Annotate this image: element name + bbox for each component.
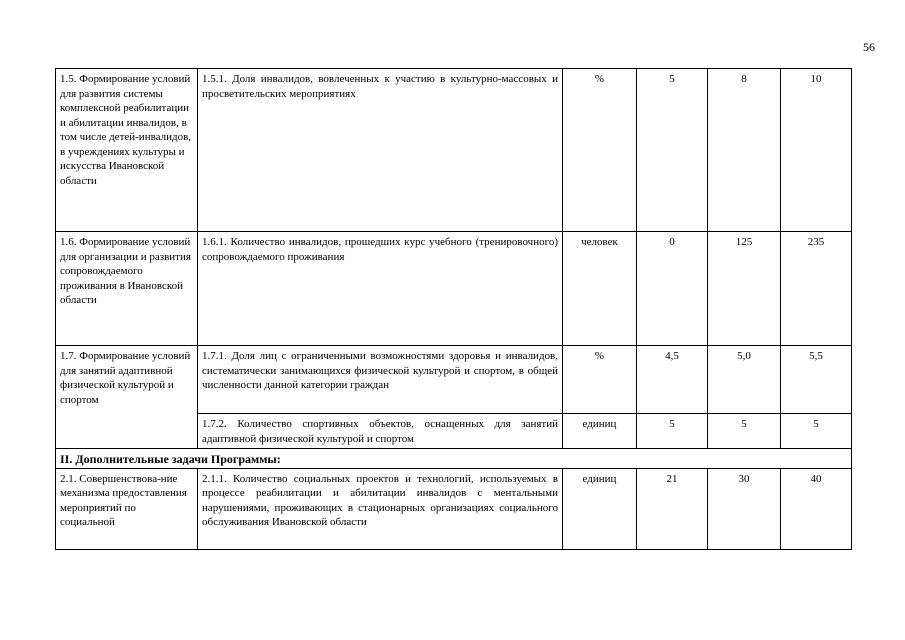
table-row xyxy=(56,232,852,346)
value-cell: 40 xyxy=(781,468,852,549)
unit-cell: человек xyxy=(563,232,637,346)
value-cell: 235 xyxy=(781,232,852,346)
unit-cell: % xyxy=(563,346,637,414)
task-cell: 2.1. Совершенствова-ние механизма предоставления мероприятий по социальной xyxy=(56,468,198,549)
indicator-cell: 1.6.1. Количество инвалидов, прошедших курс учебного (тренировочного) сопровождаемого проживания xyxy=(198,232,563,346)
table-row xyxy=(56,468,852,549)
value-cell: 10 xyxy=(781,69,852,232)
value-cell: 5 xyxy=(637,69,708,232)
indicator-cell: 1.7.1. Доля лиц с ограниченными возможностями здоровья и инвалидов, систематически занимающихся физической культурой и спортом, в общей численности данной категории граждан xyxy=(198,346,563,414)
value-cell: 4,5 xyxy=(637,346,708,414)
task-cell: 1.6. Формирование условий для организации и развития сопровождаемого проживания в Ивановской области xyxy=(56,232,198,346)
value-cell: 0 xyxy=(637,232,708,346)
indicator-cell: 1.7.2. Количество спортивных объектов, оснащенных для занятий адаптивной физической культурой и спортом xyxy=(198,414,563,449)
value-cell: 125 xyxy=(708,232,781,346)
value-cell: 5 xyxy=(781,414,852,449)
value-cell: 30 xyxy=(708,468,781,549)
value-cell: 8 xyxy=(708,69,781,232)
value-cell: 21 xyxy=(637,468,708,549)
unit-cell: % xyxy=(563,69,637,232)
unit-cell: единиц xyxy=(563,468,637,549)
section-header-row xyxy=(56,449,852,469)
task-cell: 1.7. Формирование условий для занятий адаптивной физической культурой и спортом xyxy=(56,346,198,449)
task-cell: 1.5. Формирование условий для развития системы комплексной реабилитации и абилитации инвалидов, в том числе детей-инвалидов, в учреждениях культуры и искусства Ивановской области xyxy=(56,69,198,232)
unit-cell: единиц xyxy=(563,414,637,449)
indicator-cell: 2.1.1. Количество социальных проектов и технологий, используемых в процессе реабилитации и абилитации инвалидов с ментальными нарушениями, проживающих в стационарных организациях социального обслуживания Ивановской области xyxy=(198,468,563,549)
page-number: 56 xyxy=(863,40,875,54)
value-cell: 5,5 xyxy=(781,346,852,414)
value-cell: 5 xyxy=(637,414,708,449)
program-indicators-table xyxy=(55,68,852,550)
indicator-cell: 1.5.1. Доля инвалидов, вовлеченных к участию в культурно-массовых и просветительских мероприятиях xyxy=(198,69,563,232)
value-cell: 5 xyxy=(708,414,781,449)
table-row xyxy=(56,69,852,232)
table-row xyxy=(56,346,852,414)
value-cell: 5,0 xyxy=(708,346,781,414)
section-title: II. Дополнительные задачи Программы: xyxy=(56,449,852,469)
